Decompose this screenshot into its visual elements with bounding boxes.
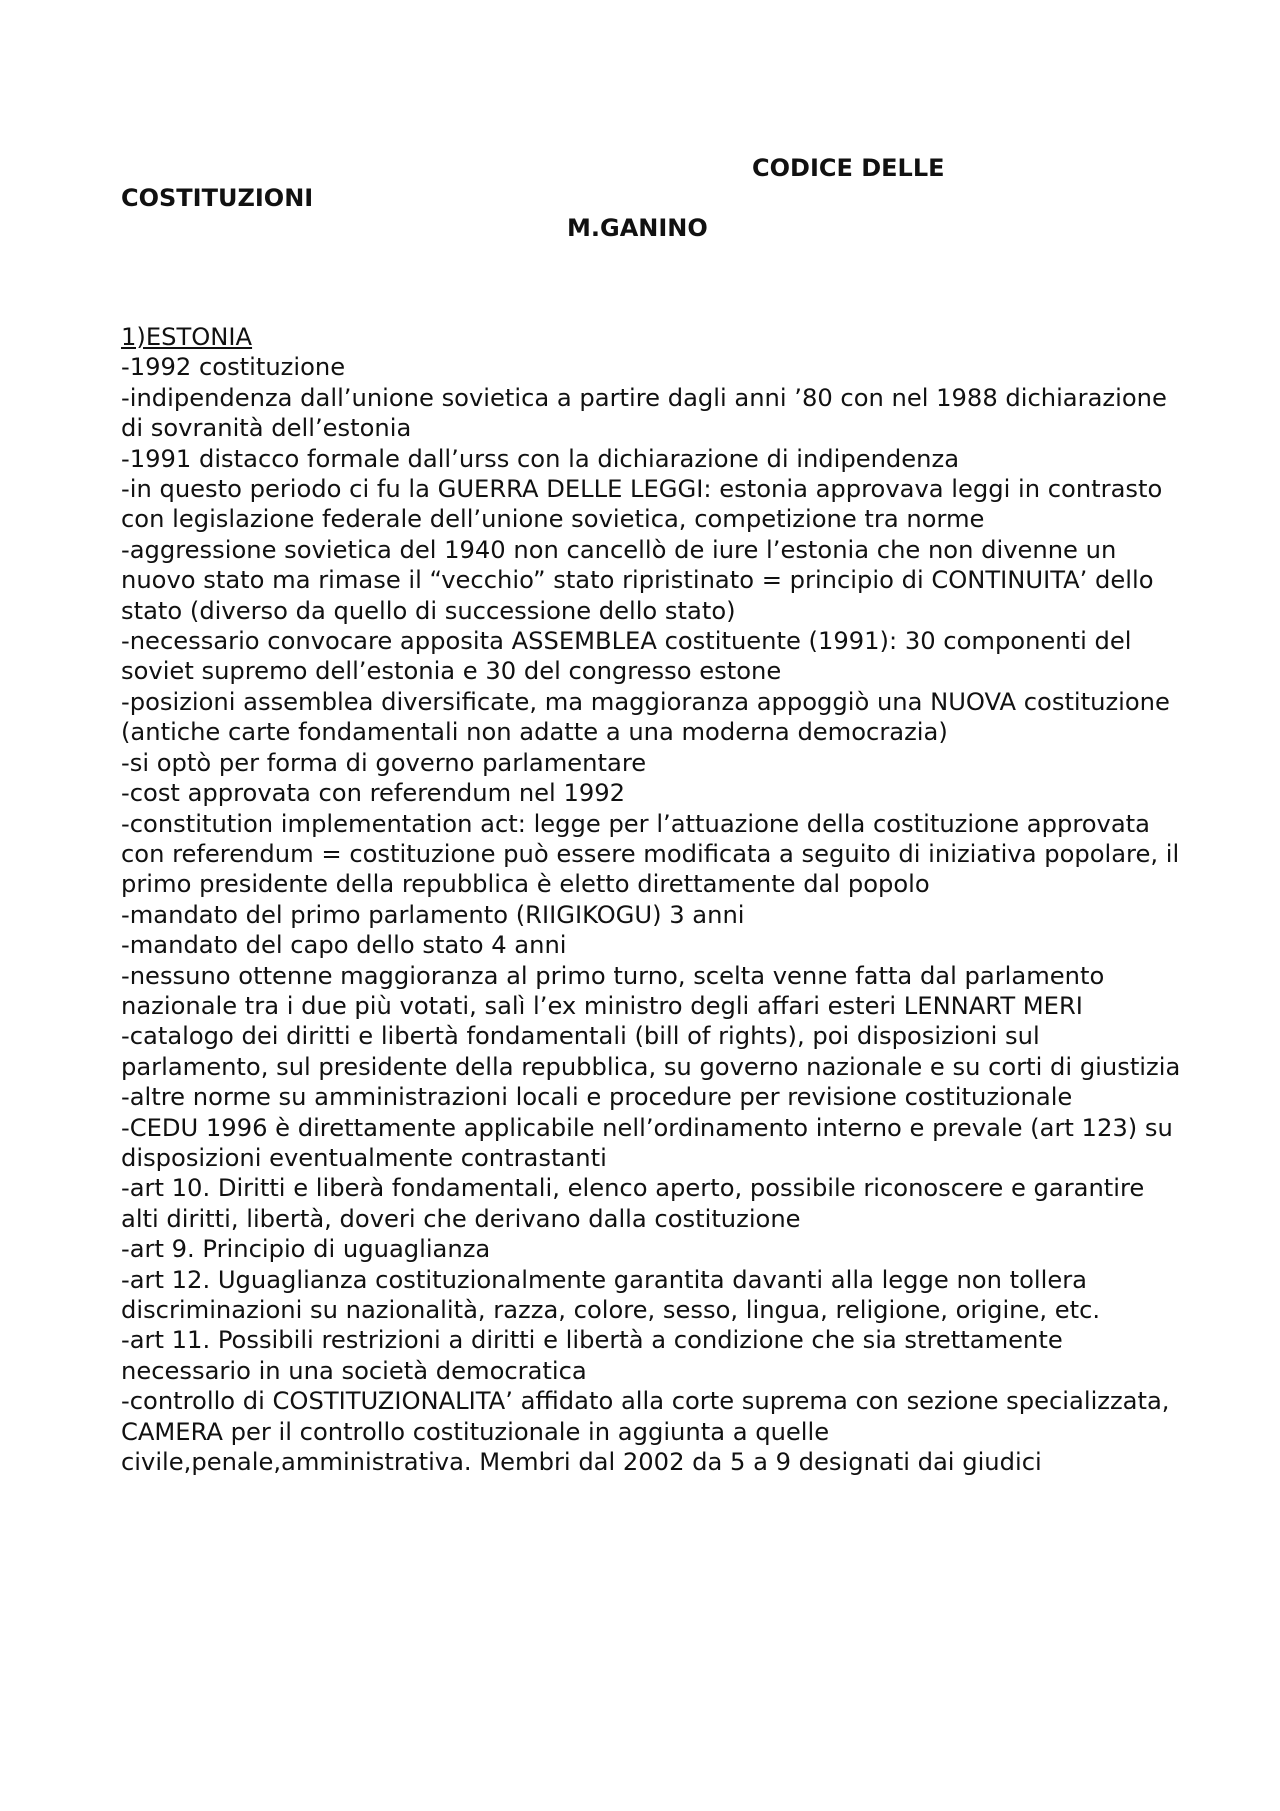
document-title-line-1: CODICE DELLE [752, 154, 945, 182]
paragraph: -in questo periodo ci fu la GUERRA DELLE LEGGI: estonia approvava leggi in contrasto con legislazione federale dell’unione sovietica, competizione tra norme [121, 475, 1163, 534]
paragraph: -1992 costituzione [121, 353, 346, 382]
paragraph: -1991 distacco formale dall’urss con la dichiarazione di indipendenza [121, 444, 960, 473]
paragraph: -posizioni assemblea diversificate, ma maggioranza appoggiò una NUOVA costituzione (antiche carte fondamentali non adatte a una moderna democrazia) [121, 687, 1170, 747]
section-heading: 1)ESTONIA [121, 323, 253, 351]
paragraph: -indipendenza dall’unione sovietica a partire dagli anni ’80 con nel 1988 dichiarazione di sovranità dell’estonia [121, 383, 1167, 443]
paragraph: -art 9. Principio di uguaglianza [121, 1235, 491, 1264]
paragraph: -nessuno ottenne maggioranza al primo turno, scelta venne fatta dal parlamento nazionale tra i due più votati, salì l’ex ministro degli affari esteri LENNART MERI [121, 961, 1105, 1020]
paragraph: -cost approvata con referendum nel 1992 [121, 779, 626, 808]
paragraph: -mandato del primo parlamento (RIIGIKOGU) 3 anni [121, 900, 745, 929]
paragraph: -constitution implementation act: legge per l’attuazione della costituzione approvata con referendum = costituzione può essere modificata a seguito di iniziativa popolare, il primo presidente della repubblica è eletto direttamente dal popolo [121, 809, 1180, 899]
paragraph: -aggressione sovietica del 1940 non cancellò de iure l’estonia che non divenne un nuovo stato ma rimase il “vecchio” stato ripristinato = principio di CONTINUITA’ dello stato (diverso da quello di successione dello stato) [121, 535, 1154, 625]
paragraph: -necessario convocare apposita ASSEMBLEA costituente (1991): 30 componenti del soviet supremo dell’estonia e 30 del congresso estone [121, 627, 1132, 686]
paragraph: -art 11. Possibili restrizioni a diritti e libertà a condizione che sia strettamente necessario in una società democratica [121, 1326, 1063, 1385]
paragraph: -CEDU 1996 è direttamente applicabile nell’ordinamento interno e prevale (art 123) su disposizioni eventualmente contrastanti [121, 1113, 1173, 1172]
paragraph: -catalogo dei diritti e libertà fondamentali (bill of rights), poi disposizioni sul parlamento, sul presidente della repubblica, su governo nazionale e su corti di giustizia [121, 1022, 1181, 1081]
paragraph: -art 10. Diritti e liberà fondamentali, elenco aperto, possibile riconoscere e garantire alti diritti, libertà, doveri che derivano dalla costituzione [121, 1174, 1145, 1233]
document-body [121, 322, 1181, 1477]
document-title-line-2: COSTITUZIONI [121, 184, 314, 212]
paragraph: -altre norme su amministrazioni locali e procedure per revisione costituzionale [121, 1083, 1073, 1112]
document-author: M.GANINO [567, 214, 708, 242]
paragraph: -controllo di COSTITUZIONALITA’ affidato alla corte suprema con sezione specializzata, CAMERA per il controllo costituzionale in aggiunta a quelle civile,penale,amministrativa. Membri dal 2002 da 5 a 9 designati dai giudici [121, 1387, 1170, 1477]
paragraph: -mandato del capo dello stato 4 anni [121, 931, 567, 960]
paragraph: -art 12. Uguaglianza costituzionalmente garantita davanti alla legge non tollera discriminazioni su nazionalità, razza, colore, sesso, lingua, religione, origine, etc. [121, 1265, 1101, 1324]
paragraph: -si optò per forma di governo parlamentare [121, 748, 647, 777]
